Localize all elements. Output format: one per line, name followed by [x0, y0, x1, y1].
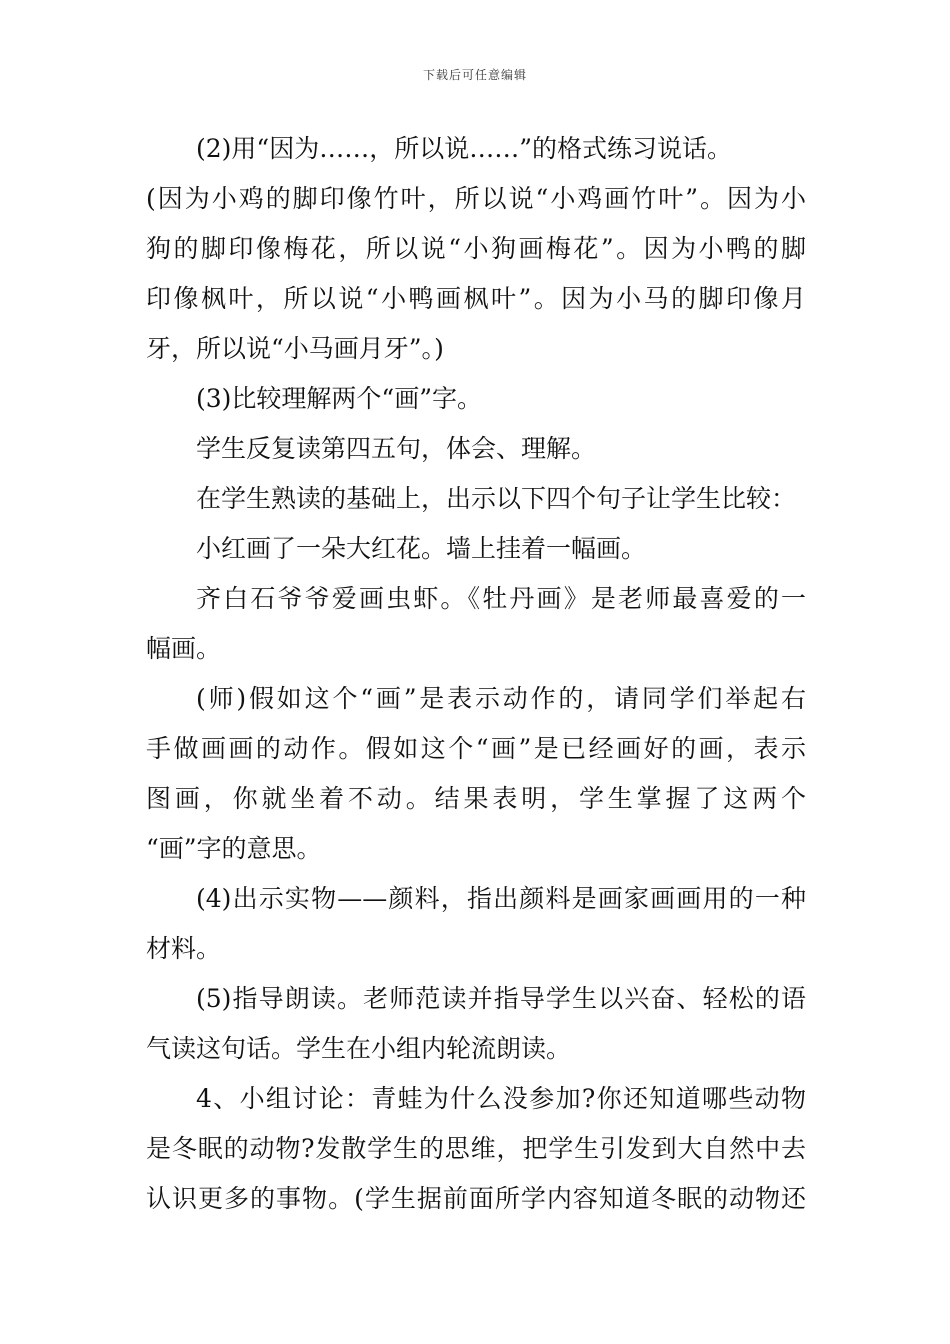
page-header: 下载后可任意编辑: [422, 68, 527, 82]
paragraph-line: 印像枫叶，所以说“小鸭画枫叶”。因为小马的脚印像月: [146, 284, 806, 313]
paragraph-line: 认识更多的事物。(学生据前面所学内容知道冬眠的动物还: [146, 1184, 806, 1213]
paragraph-line: 材料。: [146, 934, 222, 963]
paragraph-line: “画”字的意思。: [146, 834, 322, 863]
paragraph-line: 幅画。: [146, 634, 222, 663]
paragraph-line: (5)指导朗读。老师范读并指导学生以兴奋、轻松的语: [196, 984, 806, 1013]
paragraph-line: (师)假如这个“画”是表示动作的，请同学们举起右: [196, 684, 806, 713]
paragraph-line: 手做画画的动作。假如这个“画”是已经画好的画，表示: [146, 734, 806, 763]
paragraph-line: (2)用“因为……，所以说……”的格式练习说话。: [196, 134, 732, 163]
paragraph-line: (3)比较理解两个“画”字。: [196, 384, 482, 413]
paragraph-line: 在学生熟读的基础上，出示以下四个句子让学生比较：: [196, 484, 797, 513]
paragraph-line: 牙，所以说“小马画月牙”。): [146, 334, 444, 363]
paragraph-line: 齐白石爷爷爱画虫虾。《牡丹画》是老师最喜爱的一: [196, 584, 806, 613]
paragraph-line: 气读这句话。学生在小组内轮流朗读。: [146, 1034, 572, 1063]
paragraph-line: (4)出示实物——颜料，指出颜料是画家画画用的一种: [196, 884, 806, 913]
paragraph-line: (因为小鸡的脚印像竹叶，所以说“小鸡画竹叶”。因为小: [146, 184, 806, 213]
paragraph-line: 4、小组讨论：青蛙为什么没参加?你还知道哪些动物: [196, 1084, 806, 1113]
paragraph-line: 学生反复读第四五句，体会、理解。: [196, 434, 597, 463]
paragraph-line: 图画，你就坐着不动。结果表明，学生掌握了这两个: [146, 784, 806, 813]
paragraph-line: 小红画了一朵大红花。墙上挂着一幅画。: [196, 534, 647, 563]
paragraph-line: 狗的脚印像梅花，所以说“小狗画梅花”。因为小鸭的脚: [146, 234, 806, 263]
paragraph-line: 是冬眠的动物?发散学生的思维，把学生引发到大自然中去: [146, 1134, 806, 1163]
document-body: [146, 124, 806, 1224]
